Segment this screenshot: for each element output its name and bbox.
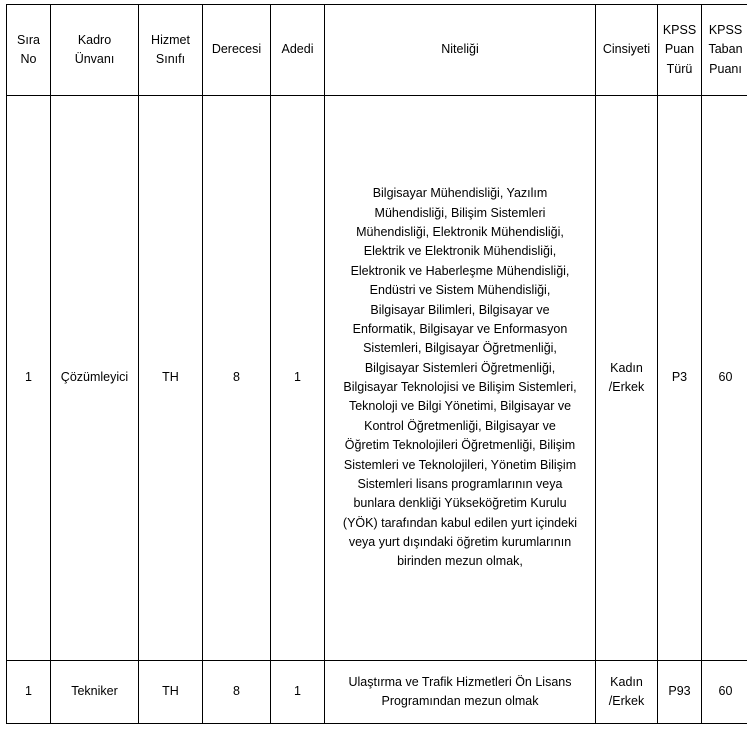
header-sira-no: Sıra No: [7, 5, 51, 96]
header-kpss-puan-turu: KPSS Puan Türü: [658, 5, 702, 96]
cell-kpss-taban-puani: 60: [702, 96, 747, 661]
header-kadro-unvani: Kadro Ünvanı: [51, 5, 139, 96]
table-body: [7, 96, 747, 724]
header-hizmet-sinifi: Hizmet Sınıfı: [139, 5, 203, 96]
header-kpss-taban-puani: KPSS Taban Puanı: [702, 5, 747, 96]
cell-derecesi: 8: [203, 96, 271, 661]
cell-kadro-unvani: Çözümleyici: [51, 96, 139, 661]
header-cinsiyeti: Cinsiyeti: [596, 5, 658, 96]
cell-hizmet-sinifi: TH: [139, 96, 203, 661]
table-row: [7, 661, 747, 724]
cell-kadro-unvani: Tekniker: [51, 661, 139, 724]
cell-niteligi: Bilgisayar Mühendisliği, Yazılım Mühendisliği, Bilişim Sistemleri Mühendisliği, Elektronik Mühendisliği, Elektrik ve Elektronik Mühendisliği, Elektronik ve Haberleşme Mühendisliği, Endüstri ve Sistem Mühendisliği, Bilgisayar Bilimleri, Bilgisayar ve Enformatik, Bilgisayar ve Enformasyon Sistemleri, Bilgisayar Öğretmenliği, Bilgisayar Sistemleri Öğretmenliği, Bilgisayar Teknolojisi ve Bilişim Sistemleri, Teknoloji ve Bilgi Yönetimi, Bilgisayar ve Kontrol Öğretmenliği, Bilgisayar ve Öğretim Teknolojileri Öğretmenliği, Bilişim Sistemleri ve Teknolojileri, Yönetim Bilişim Sistemleri lisans programlarının veya bunlara denkliği Yükseköğretim Kurulu (YÖK) tarafından kabul edilen yurt içindeki veya yurt dışındaki öğretim kurumlarının birinden mezun olmak,: [325, 96, 596, 661]
cell-kpss-puan-turu: P3: [658, 96, 702, 661]
header-row: [7, 5, 747, 96]
header-niteligi: Niteliği: [325, 5, 596, 96]
cell-hizmet-sinifi: TH: [139, 661, 203, 724]
cell-adedi: 1: [271, 661, 325, 724]
cell-derecesi: 8: [203, 661, 271, 724]
header-derecesi: Derecesi: [203, 5, 271, 96]
header-adedi: Adedi: [271, 5, 325, 96]
cell-kpss-taban-puani: 60: [702, 661, 747, 724]
cell-kpss-puan-turu: P93: [658, 661, 702, 724]
table-header: [7, 5, 747, 96]
table-row: [7, 96, 747, 661]
cell-sira-no: 1: [7, 661, 51, 724]
kadro-table: [6, 4, 747, 724]
cell-niteligi: Ulaştırma ve Trafik Hizmetleri Ön Lisans Programından mezun olmak: [325, 661, 596, 724]
cell-cinsiyeti: Kadın /Erkek: [596, 96, 658, 661]
cell-sira-no: 1: [7, 96, 51, 661]
cell-adedi: 1: [271, 96, 325, 661]
cell-cinsiyeti: Kadın /Erkek: [596, 661, 658, 724]
